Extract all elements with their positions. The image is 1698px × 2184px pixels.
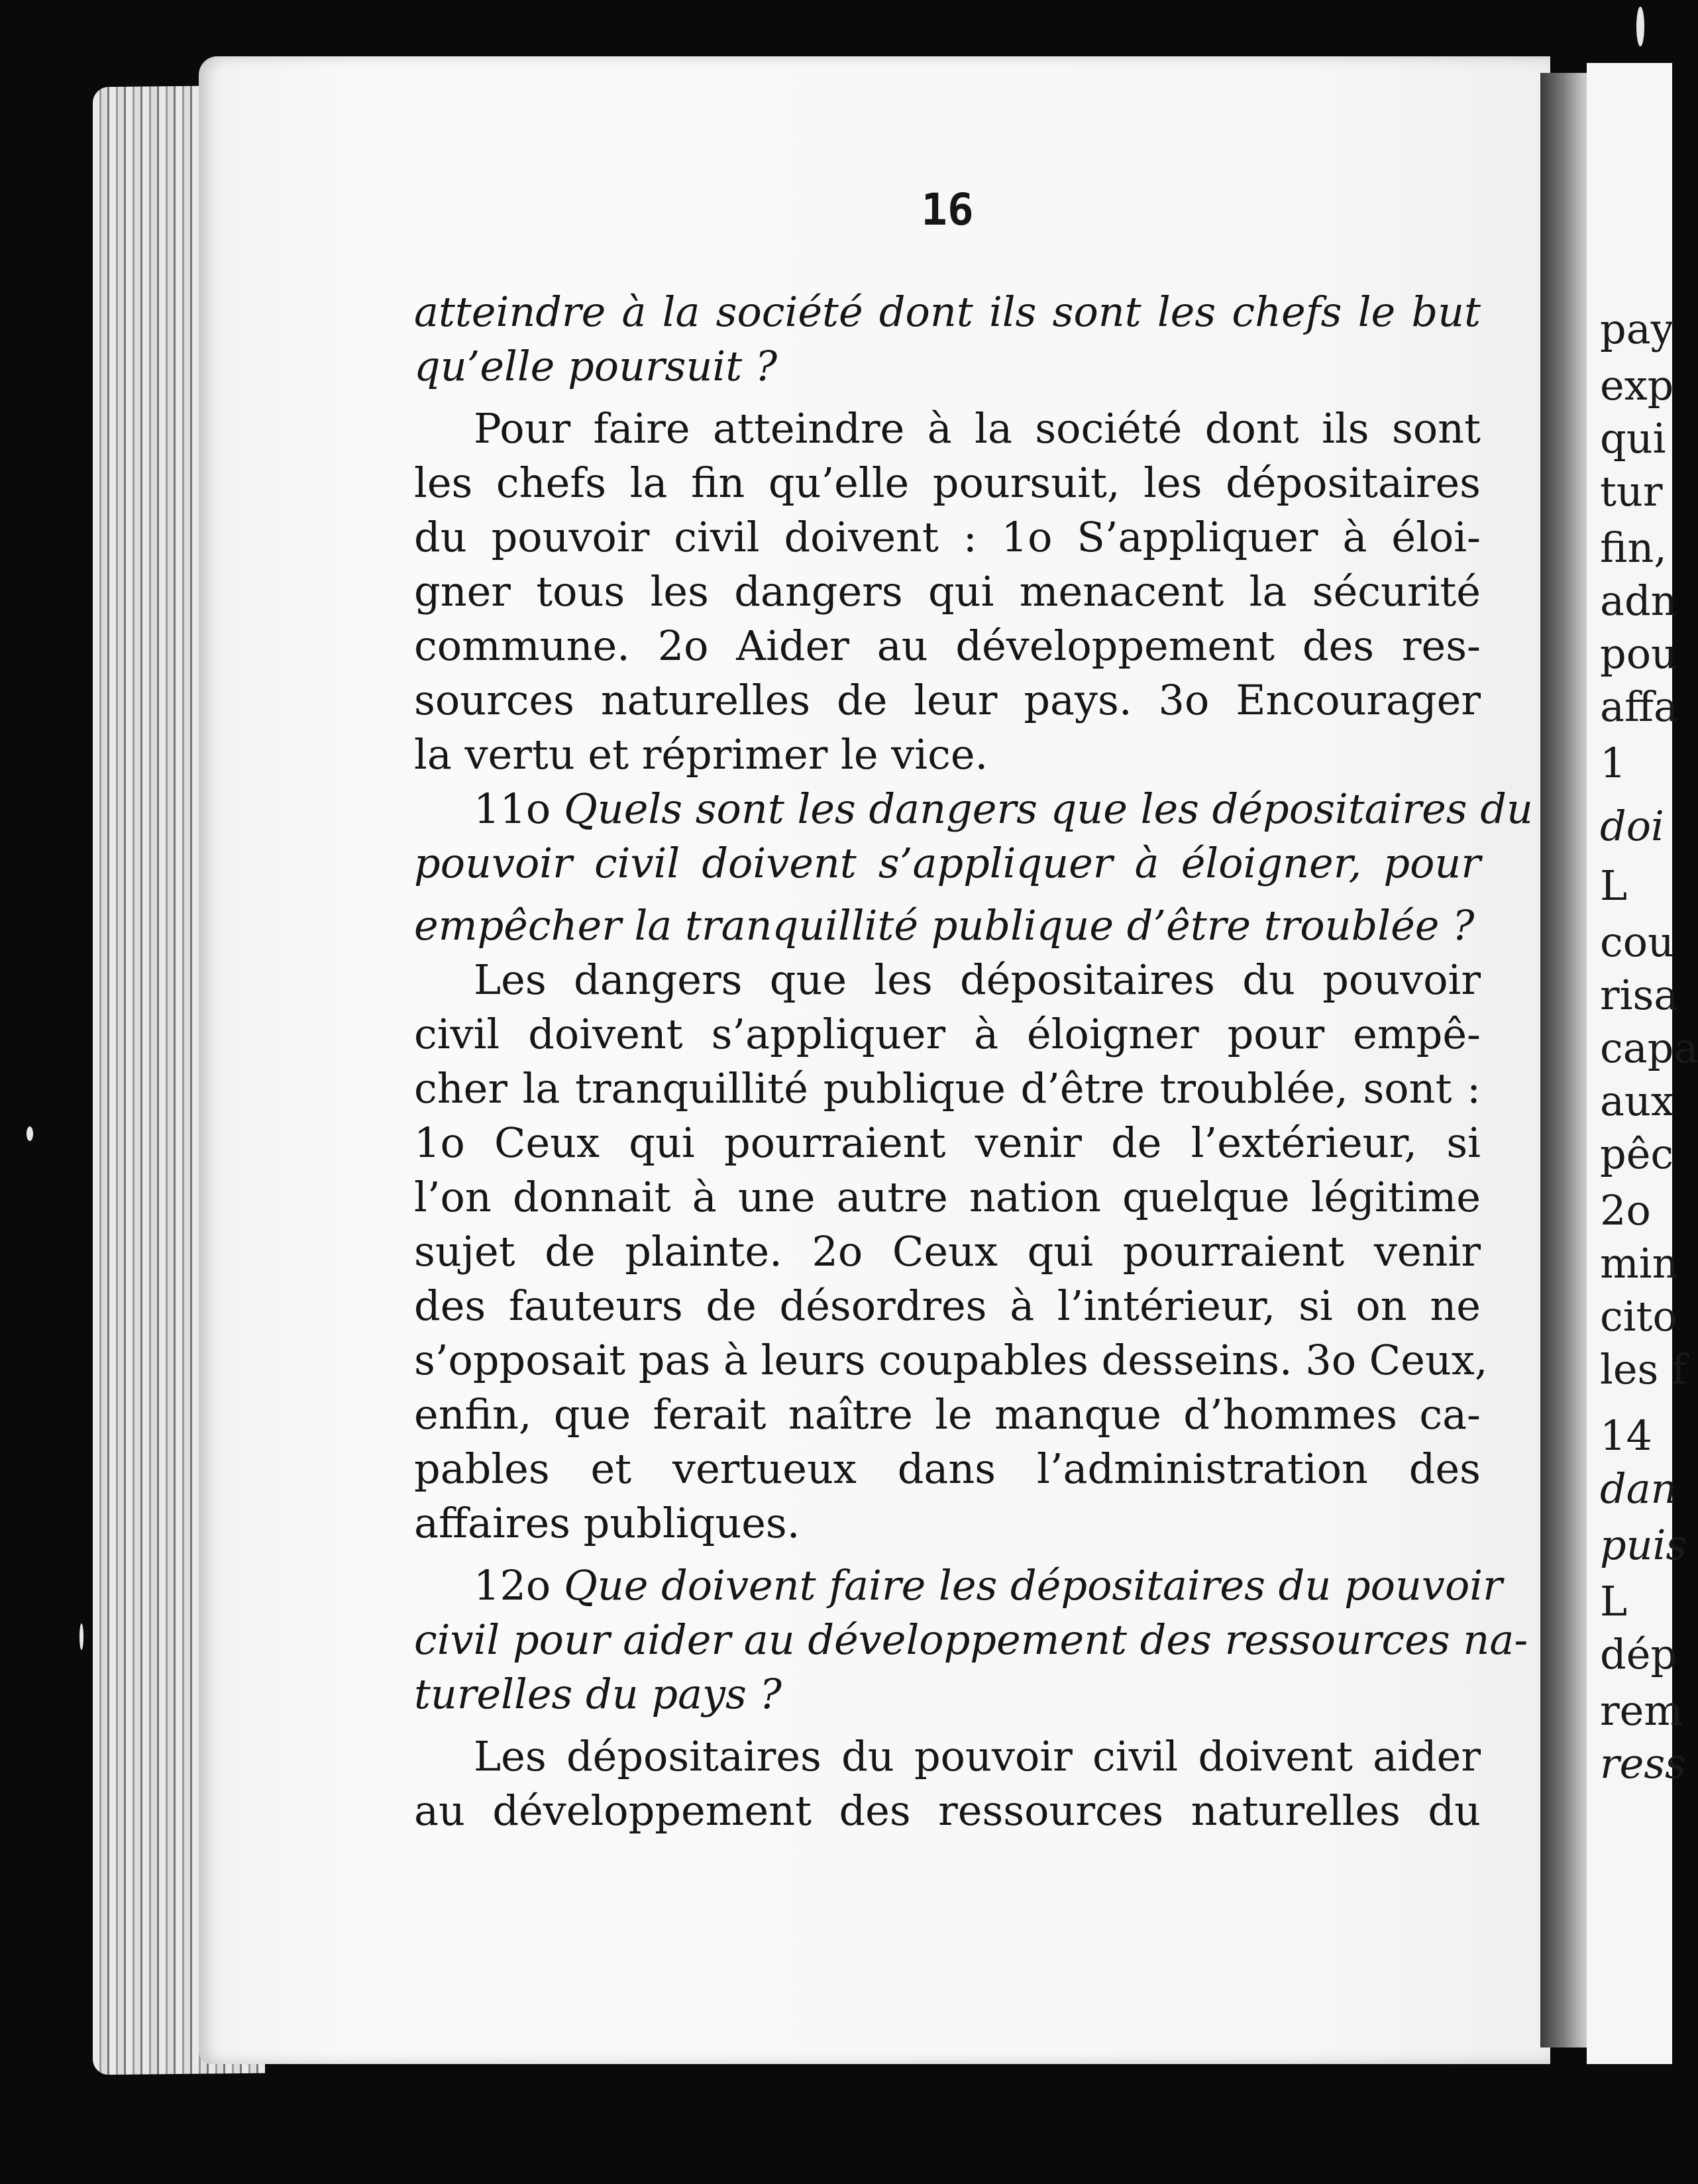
dust-speck: [80, 1623, 83, 1650]
right-page-text-fragment: puis: [1600, 1521, 1687, 1569]
text-line: pables et vertueux dans l’administration des: [414, 1445, 1481, 1493]
right-page-text-fragment: 14: [1600, 1411, 1652, 1460]
text-line: sujet de plainte. 2o Ceux qui pourraient venir: [414, 1227, 1481, 1276]
right-page-text-fragment: les f: [1600, 1345, 1687, 1393]
right-page-text-fragment: doi: [1600, 802, 1664, 850]
text-line: Les dépositaires du pouvoir civil doivent aider: [474, 1732, 1481, 1780]
question-number: 11o: [474, 785, 564, 833]
dust-speck: [27, 1126, 33, 1141]
text-line: affaires publiques.: [414, 1499, 800, 1547]
right-page-text-fragment: ress: [1600, 1739, 1686, 1788]
right-page-text-fragment: dép: [1600, 1630, 1677, 1678]
text-line: la vertu et réprimer le vice.: [414, 730, 988, 779]
right-page-text-fragment: dan: [1600, 1464, 1677, 1513]
text-line: cher la tranquillité publique d’être troublée, sont :: [414, 1064, 1481, 1113]
right-page-text-fragment: rem: [1600, 1686, 1683, 1735]
right-page-text-fragment: L: [1600, 861, 1628, 910]
right-page-text-fragment: affa: [1600, 682, 1678, 731]
right-page-text-fragment: cou: [1600, 918, 1674, 966]
right-page-fragment: [1587, 63, 1698, 2064]
right-page-text-fragment: aux: [1600, 1077, 1674, 1125]
text-line: civil doivent s’appliquer à éloigner pour empê-: [414, 1010, 1481, 1058]
text-line: l’on donnait à une autre nation quelque légitime: [414, 1173, 1481, 1221]
text-line: s’opposait pas à leurs coupables desseins. 3o Ceux,: [414, 1336, 1488, 1384]
right-page-text-fragment: exp: [1600, 361, 1674, 410]
text-line: turelles du pays ?: [414, 1670, 782, 1718]
text-line: commune. 2o Aider au développement des res-: [414, 622, 1481, 670]
text-line: du pouvoir civil doivent : 1o S’appliquer à éloi-: [414, 513, 1481, 561]
question-line: 12o Que doivent faire les dépositaires du pouvoir: [474, 1561, 1503, 1610]
right-page-text-fragment: pou: [1600, 629, 1677, 678]
text-line: Pour faire atteindre à la société dont ils sont: [474, 404, 1481, 453]
question-number: 12o: [474, 1561, 564, 1610]
page-body-text: [414, 285, 1533, 1838]
right-page-text-fragment: pêc: [1600, 1130, 1674, 1178]
text-line: les chefs la fin qu’elle poursuit, les dépositaires: [414, 459, 1481, 507]
text-line: pouvoir civil doivent s’appliquer à éloigner, pour: [414, 839, 1481, 887]
text-line: enfin, que ferait naître le manque d’hommes ca-: [414, 1390, 1481, 1439]
right-page-text-fragment: tur: [1600, 467, 1663, 516]
right-page-text-fragment: adn: [1600, 576, 1677, 625]
text-line: des fauteurs de désordres à l’intérieur, si on ne: [414, 1282, 1481, 1330]
text-line: au développement des ressources naturelles du: [414, 1786, 1481, 1835]
right-page-text-fragment: L: [1600, 1577, 1628, 1625]
text-line: gner tous les dangers qui menacent la sécurité: [414, 567, 1481, 616]
right-page-text-fragment: min: [1600, 1239, 1679, 1287]
text-line: civil pour aider au développement des ressources na-: [414, 1615, 1528, 1664]
text-line: Les dangers que les dépositaires du pouvoir: [474, 956, 1481, 1004]
right-page-text-fragment: qui: [1600, 414, 1666, 463]
right-page-text-fragment: 2o: [1600, 1186, 1651, 1234]
question-line: 11o Quels sont les dangers que les dépositaires du: [474, 785, 1533, 833]
text-line: qu’elle poursuit ?: [414, 342, 778, 390]
page-number: 16: [921, 184, 974, 235]
text-line: 1o Ceux qui pourraient venir de l’extérieur, si: [414, 1119, 1481, 1167]
right-page-text-fragment: pay: [1600, 305, 1674, 353]
right-page-text-fragment: fin,: [1600, 523, 1667, 572]
text-line: atteindre à la société dont ils sont les chefs le but: [414, 288, 1481, 336]
right-page-text-fragment: cito: [1600, 1292, 1677, 1340]
right-page-text-fragment: capa: [1600, 1024, 1698, 1072]
right-page-text-fragment: risa: [1600, 971, 1679, 1019]
text-line: sources naturelles de leur pays. 3o Encourager: [414, 676, 1481, 724]
right-page-text-fragment: 1: [1600, 739, 1626, 787]
text-line: empêcher la tranquillité publique d’être troublée ?: [414, 901, 1475, 950]
dust-speck: [1636, 7, 1644, 46]
